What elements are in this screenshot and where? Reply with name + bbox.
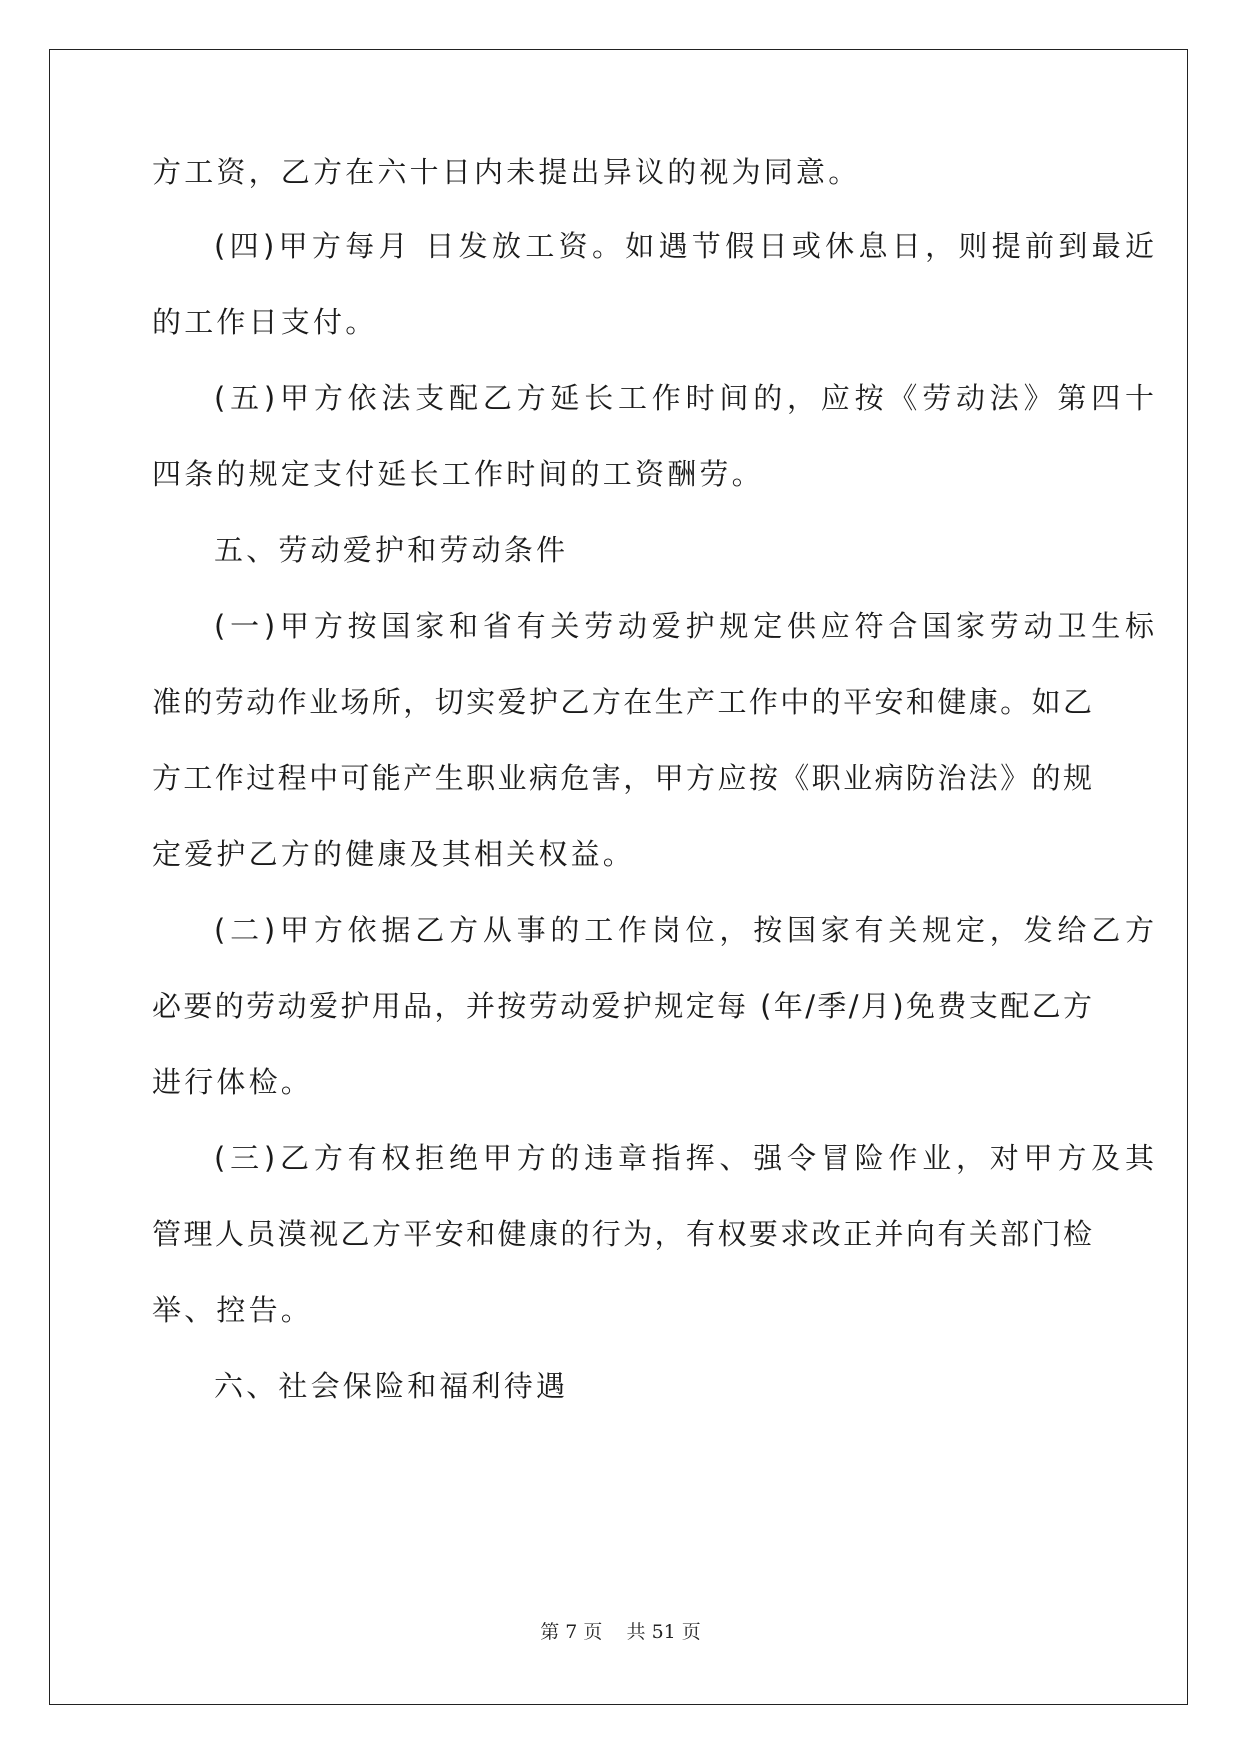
text-line: (一)甲方按国家和省有关劳动爱护规定供应符合国家劳动卫生标 (214, 609, 1154, 643)
text-line: 管理人员漠视乙方平安和健康的行为，有权要求改正并向有关部门检 (152, 1217, 1092, 1251)
page-border (49, 49, 1188, 1705)
text-line: (四)甲方每月 日发放工资。如遇节假日或休息日，则提前到最近 (214, 229, 1154, 263)
text-line: (五)甲方依法支配乙方延长工作时间的，应按《劳动法》第四十 (214, 381, 1154, 415)
text-line: (二)甲方依据乙方从事的工作岗位，按国家有关规定，发给乙方 (214, 913, 1154, 947)
section-heading: 六、社会保险和福利待遇 (214, 1369, 569, 1403)
text-line: 方工资，乙方在六十日内未提出异议的视为同意。 (152, 155, 861, 189)
text-line: 准的劳动作业场所，切实爱护乙方在生产工作中的平安和健康。如乙 (152, 685, 1092, 719)
page-number-footer: 第 7 页 共 51 页 (540, 1621, 701, 1643)
text-line: 四条的规定支付延长工作时间的工资酬劳。 (152, 457, 764, 491)
text-line: 必要的劳动爱护用品，并按劳动爱护规定每 (年/季/月)免费支配乙方 (152, 989, 1092, 1023)
text-line: 定爱护乙方的健康及其相关权益。 (152, 837, 636, 871)
text-line: 进行体检。 (152, 1065, 314, 1099)
text-line: 的工作日支付。 (152, 305, 378, 339)
text-line: 方工作过程中可能产生职业病危害，甲方应按《职业病防治法》的规 (152, 761, 1092, 795)
text-line: (三)乙方有权拒绝甲方的违章指挥、强令冒险作业，对甲方及其 (214, 1141, 1154, 1175)
text-line: 举、控告。 (152, 1293, 314, 1327)
section-heading: 五、劳动爱护和劳动条件 (214, 533, 569, 567)
